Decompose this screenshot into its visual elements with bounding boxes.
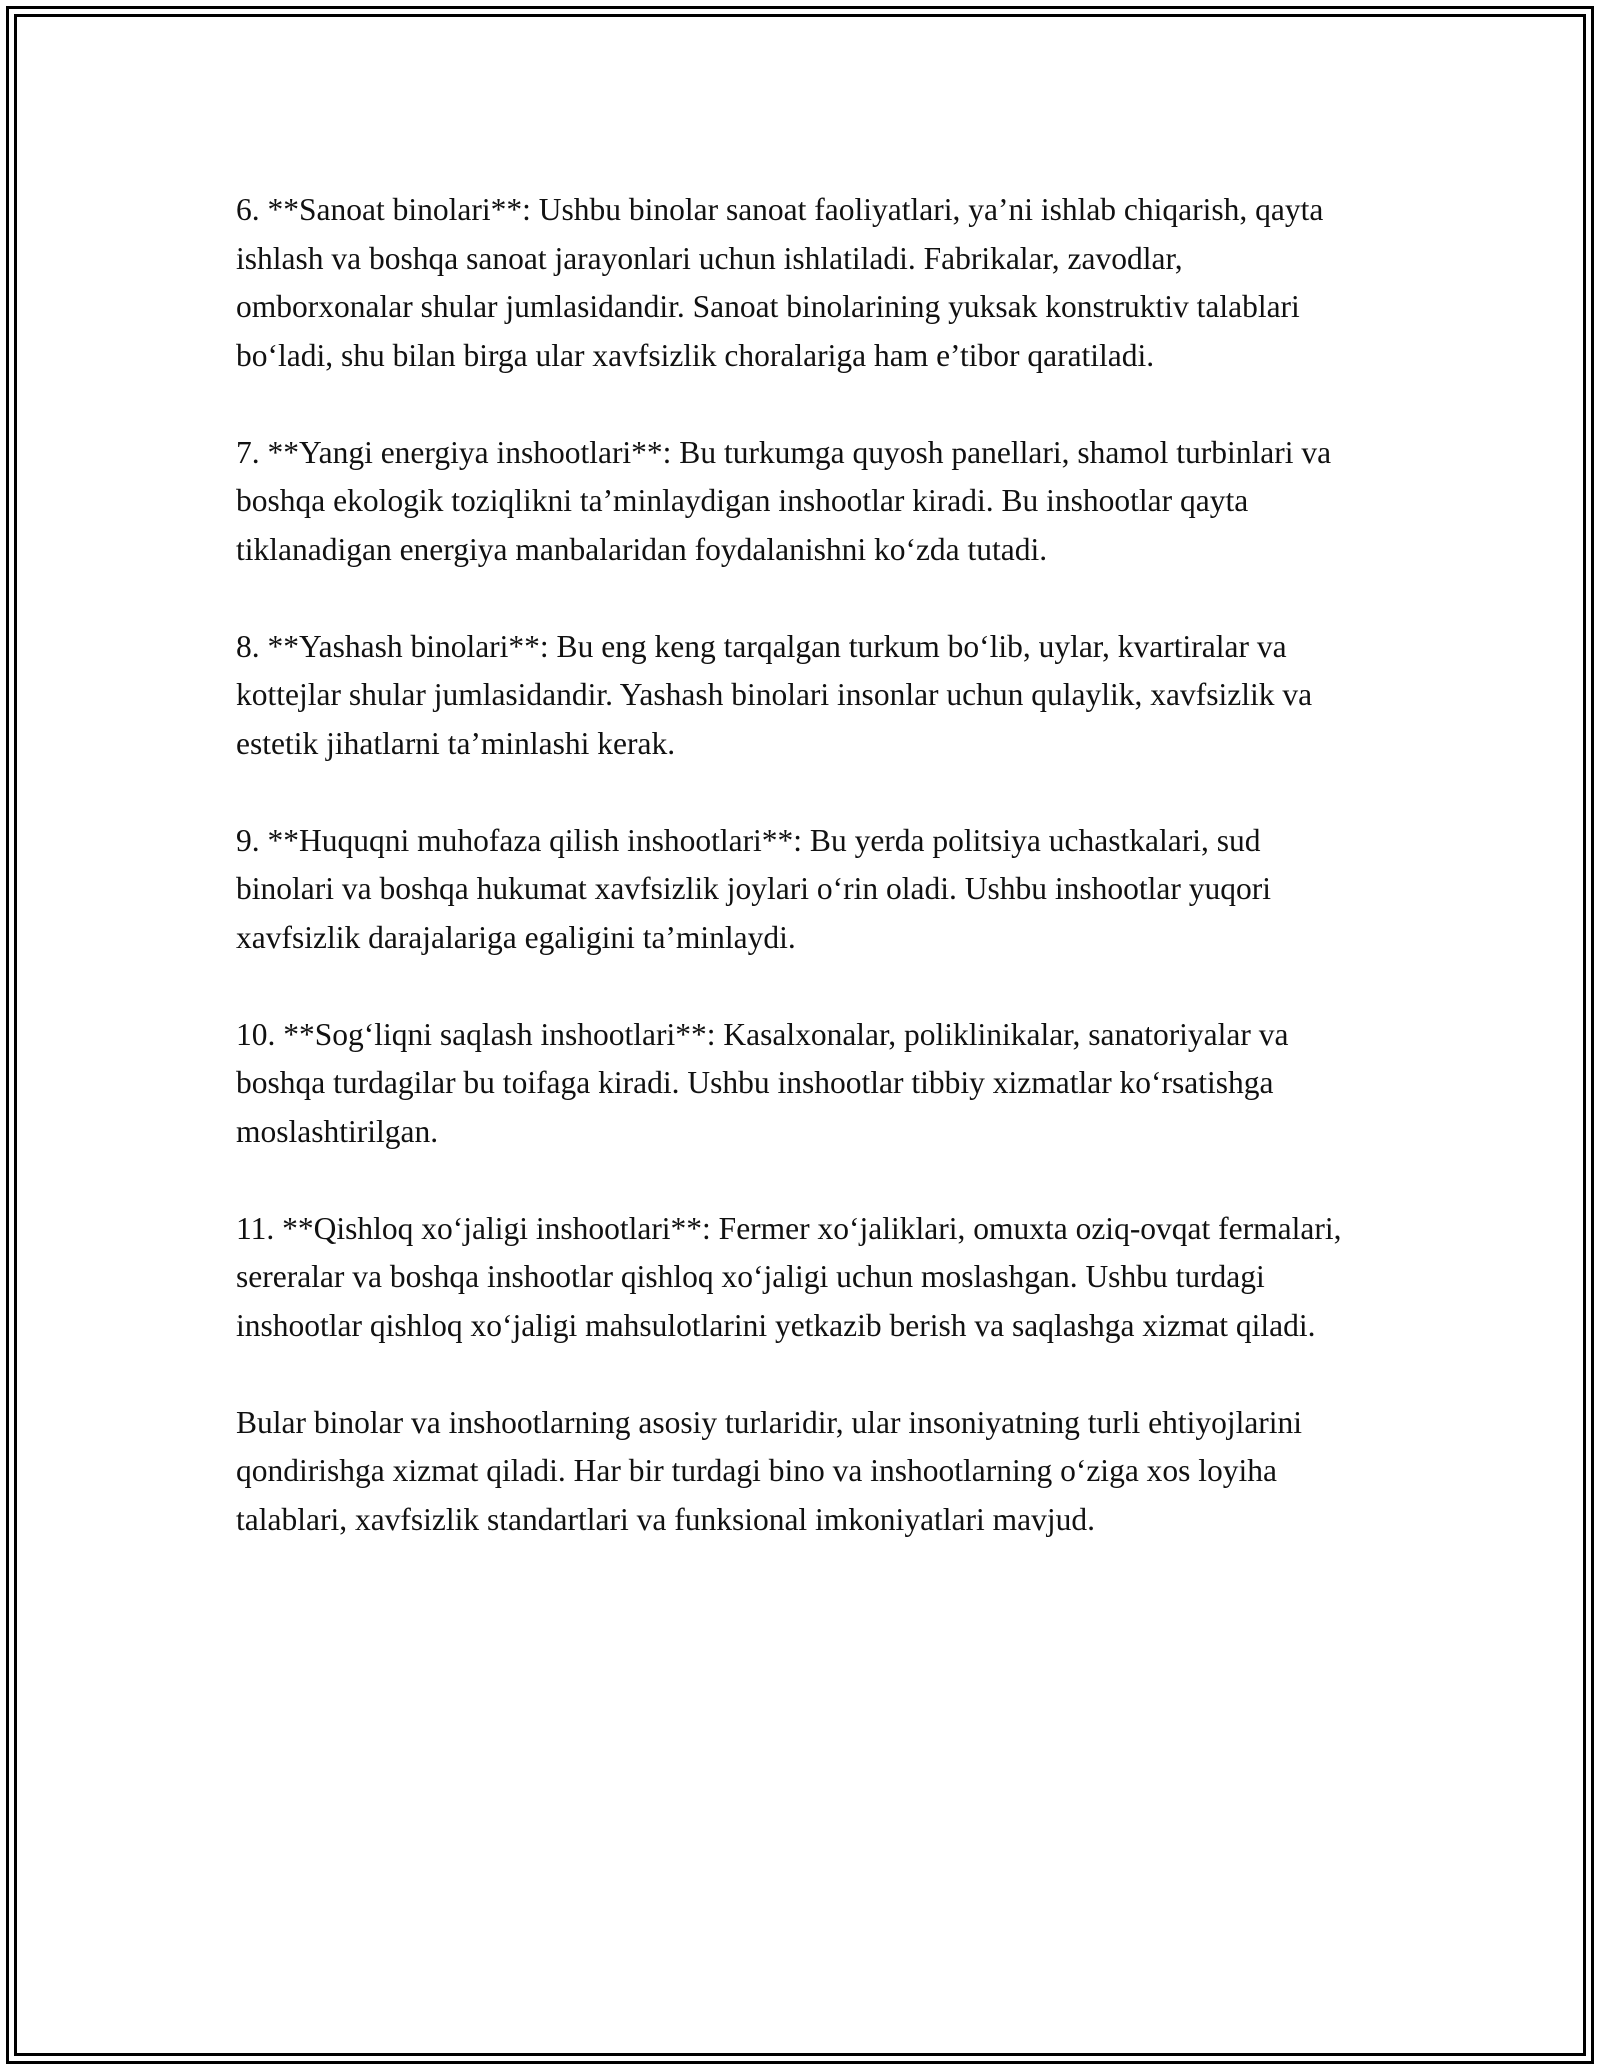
- paragraph-yashash-binolari: 8. **Yashash binolari**: Bu eng keng tarqalgan turkum bo‘lib, uylar, kvartiralar va kottejlar shular jumlasidandir. Yashash binolari insonlar uchun qulaylik, xavfsizlik va estetik jihatlarni ta’minlashi kerak.: [236, 628, 1313, 761]
- paragraph-sogliqni-saqlash-inshootlari: 10. **Sog‘liqni saqlash inshootlari**: Kasalxonalar, poliklinikalar, sanatoriyalar va boshqa turdagilar bu toifaga kiradi. Ushbu inshootlar tibbiy xizmatlar ko‘rsatishga moslashtirilgan.: [236, 1016, 1289, 1149]
- paragraph-sanoat-binolari: 6. **Sanoat binolari**: Ushbu binolar sanoat faoliyatlari, ya’ni ishlab chiqarish, qayta ishlash va boshqa sanoat jarayonlari uchun ishlatiladi. Fabrikalar, zavodlar, omborxonalar shular jumlasidandir. Sanoat binolarining yuksak konstruktiv talablari bo‘ladi, shu bilan birga ular xavfsizlik choralariga ham e’tibor qaratiladi.: [236, 192, 1324, 373]
- document-body: [236, 186, 1366, 1593]
- paragraph-qishloq-xojaligi-inshootlari: 11. **Qishloq xo‘jaligi inshootlari**: Fermer xo‘jaliklari, omuxta oziq-ovqat fermalari, sereralar va boshqa inshootlar qishloq xo‘jaligi uchun moslashgan. Ushbu turdagi inshootlar qishloq xo‘jaligi mahsulotlarini yetkazib berish va saqlashga xizmat qiladi.: [236, 1210, 1342, 1343]
- paragraph-huquqni-muhofaza-qilish-inshootlari: 9. **Huquqni muhofaza qilish inshootlari**: Bu yerda politsiya uchastkalari, sud binolari va boshqa hukumat xavfsizlik joylari o‘rin oladi. Ushbu inshootlar yuqori xavfsizlik darajalariga egaligini ta’minlaydi.: [236, 822, 1271, 955]
- paragraph-conclusion: Bular binolar va inshootlarning asosiy turlaridir, ular insoniyatning turli ehtiyojlarini qondirishga xizmat qiladi. Har bir turdagi bino va inshootlarning o‘ziga xos loyiha talablari, xavfsizlik standartlari va funksional imkoniyatlari mavjud.: [236, 1404, 1303, 1537]
- paragraph-yangi-energiya-inshootlari: 7. **Yangi energiya inshootlari**: Bu turkumga quyosh panellari, shamol turbinlari va boshqa ekologik toziqlikni ta’minlaydigan inshootlar kiradi. Bu inshootlar qayta tiklanadigan energiya manbalaridan foydalanishni ko‘zda tutadi.: [236, 434, 1332, 567]
